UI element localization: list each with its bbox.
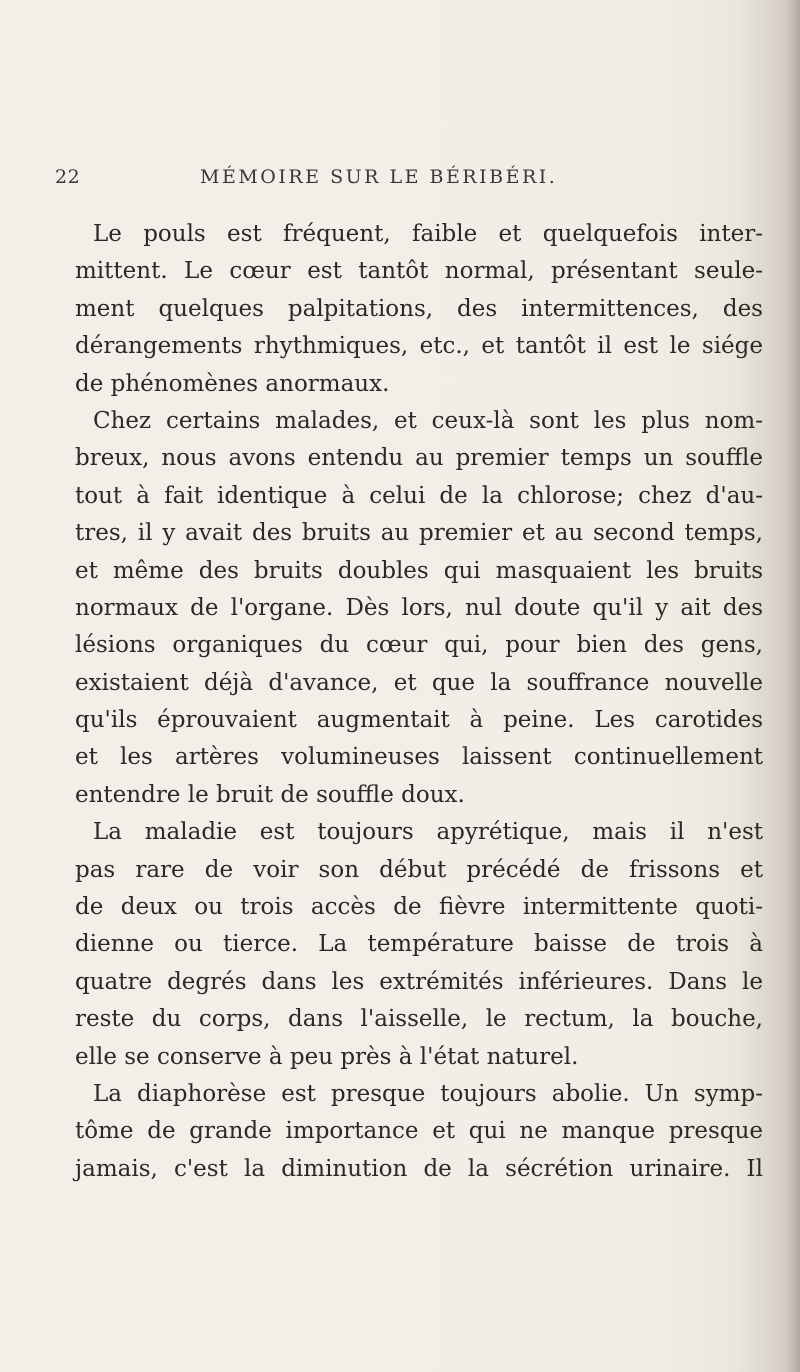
text-line: tôme de grande importance et qui ne manque presque	[75, 1118, 763, 1145]
text-line: dérangements rhythmiques, etc., et tantôt il est le siége	[75, 333, 763, 360]
text-line: entendre le bruit de souffle doux.	[75, 781, 465, 808]
text-line: et les artères volumineuses laissent continuellement	[75, 744, 763, 771]
text-line: reste du corps, dans l'aisselle, le rectum, la bouche,	[75, 1006, 763, 1033]
running-title: MÉMOIRE SUR LE BÉRIBÉRI.	[200, 166, 558, 188]
text-line: jamais, c'est la diminution de la sécrétion urinaire. Il	[75, 1155, 763, 1182]
text-line: Le pouls est fréquent, faible et quelquefois inter-	[93, 221, 763, 247]
text-line: ment quelques palpitations, des intermittences, des	[75, 295, 763, 322]
text-line: mittent. Le cœur est tantôt normal, présentant seule-	[75, 258, 763, 285]
body-text	[75, 216, 763, 1188]
text-line: de phénomènes anormaux.	[75, 370, 390, 397]
text-line: breux, nous avons entendu au premier temps un souffle	[75, 445, 763, 472]
text-line: tres, il y avait des bruits au premier et au second temps,	[75, 520, 763, 547]
text-line: qu'ils éprouvaient augmentait à peine. Les carotides	[75, 707, 763, 734]
page-number: 22	[55, 166, 81, 188]
text-line: de deux ou trois accès de fièvre intermittente quoti-	[75, 894, 763, 921]
text-line: tout à fait identique à celui de la chlorose; chez d'au-	[75, 482, 763, 509]
text-line: La maladie est toujours apyrétique, mais il n'est	[93, 819, 763, 846]
text-line: existaient déjà d'avance, et que la souffrance nouvelle	[75, 669, 763, 696]
text-line: normaux de l'organe. Dès lors, nul doute qu'il y ait des	[75, 594, 763, 621]
text-line: elle se conserve à peu près à l'état naturel.	[75, 1043, 579, 1070]
text-line: La diaphorèse est presque toujours abolie. Un symp-	[93, 1080, 763, 1107]
text-line: Chez certains malades, et ceux-là sont les plus nom-	[93, 407, 763, 434]
text-line: et même des bruits doubles qui masquaient les bruits	[75, 557, 763, 584]
text-line: quatre degrés dans les extrémités inférieures. Dans le	[75, 968, 763, 995]
text-line: dienne ou tierce. La température baisse de trois à	[75, 931, 763, 958]
text-line: lésions organiques du cœur qui, pour bien des gens,	[75, 632, 763, 659]
text-line: pas rare de voir son début précédé de frissons et	[75, 856, 763, 883]
running-head	[55, 166, 755, 196]
page-edge-shadow	[786, 0, 800, 1372]
